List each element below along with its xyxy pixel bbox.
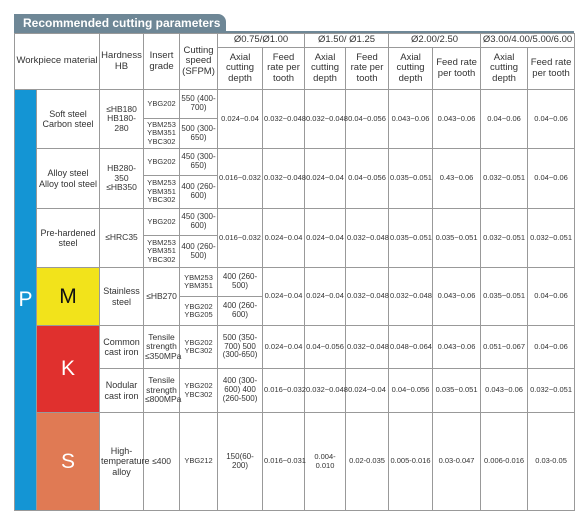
header-size-1: Ø0.75/Ø1.00 [218,34,305,48]
material-cell: Stainless steel [100,268,144,326]
header-feed-4: Feed rate per tooth [528,48,575,90]
grade-cell: YBG202 YBC302 [180,369,218,413]
material-cell: High-temperature alloy [100,413,144,511]
grade-cell: YBM253 YBM351 YBC302 [144,176,180,209]
value-cell: 0.024~0.04 [218,90,263,149]
hardness-cell: Tensile strength ≤800MPa [144,369,180,413]
value-cell: 0.032~0.048 [305,90,346,149]
table-row [15,326,575,369]
value-cell: 0.03-0.05 [528,413,575,511]
speed-cell: 500 (300-650) [180,119,218,149]
value-cell: 0.004-0.010 [305,413,346,511]
value-cell: 0.032~0.048 [389,268,433,326]
value-cell: 0.016~0.031 [263,413,305,511]
value-cell: 0.024~0.04 [305,268,346,326]
material-cell: Soft steel Carbon steel [37,90,100,149]
value-cell: 0.043~0.06 [433,326,481,369]
header-size-2: Ø1.50/ Ø1.25 [305,34,389,48]
table-row [15,149,575,176]
value-cell: 0.04~0.056 [389,369,433,413]
material-cell: Alloy steel Alloy tool steel [37,149,100,209]
value-cell: 0.016~0.032 [263,369,305,413]
value-cell: 0.43~0.06 [433,149,481,209]
speed-cell: 450 (300-650) [180,149,218,176]
value-cell: 0.032~0.048 [346,268,389,326]
table-row [15,209,575,236]
value-cell: 0.032~0.048 [346,326,389,369]
group-M-label: M [37,268,100,326]
material-cell: Common cast iron [100,326,144,369]
cutting-parameters-table [14,33,575,511]
value-cell: 0.024~0.04 [263,209,305,268]
table-row [15,413,575,511]
value-cell: 0.032~0.051 [481,209,528,268]
grade-cell: YBM253 YBM351 YBC302 [144,236,180,268]
value-cell: 0.024~0.04 [346,369,389,413]
value-cell: 0.043~0.06 [433,268,481,326]
value-cell: 0.032~0.048 [346,209,389,268]
value-cell: 0.04~0.056 [346,90,389,149]
speed-cell: 400 (300-600) 400 (260-500) [218,369,263,413]
value-cell: 0.035~0.051 [389,209,433,268]
value-cell: 0.03-0.047 [433,413,481,511]
header-axial-1: Axial cutting depth [218,48,263,90]
group-K-label: K [37,326,100,413]
value-cell: 0.006-0.016 [481,413,528,511]
hardness-cell: ≤HRC35 [100,209,144,268]
speed-cell: 550 (400-700) [180,90,218,119]
grade-cell: YBG202 [144,209,180,236]
header-axial-2: Axial cutting depth [305,48,346,90]
value-cell: 0.035~0.051 [389,149,433,209]
hardness-cell: Tensile strength ≤350MPa [144,326,180,369]
grade-cell: YBG202 YBG205 [180,297,218,326]
grade-cell: YBG202 [144,149,180,176]
value-cell: 0.048~0.064 [389,326,433,369]
speed-cell: 400 (260-600) [218,297,263,326]
value-cell: 0.051~0.067 [481,326,528,369]
value-cell: 0.032~0.048 [263,90,305,149]
value-cell: 0.04~0.06 [528,149,575,209]
hardness-cell: ≤400 [144,413,180,511]
value-cell: 0.032~0.051 [481,149,528,209]
hardness-cell: HB280-350 ≤HB350 [100,149,144,209]
value-cell: 0.043~0.06 [481,369,528,413]
header-speed: Cutting speed (SFPM) [180,34,218,90]
grade-cell: YBM253 YBM351 YBC302 [144,119,180,149]
header-axial-4: Axial cutting depth [481,48,528,90]
value-cell: 0.043~0.06 [433,90,481,149]
material-cell: Nodular cast iron [100,369,144,413]
value-cell: 0.04~0.056 [346,149,389,209]
header-size-4: Ø3.00/4.00/5.00/6.00 [481,34,575,48]
header-feed-1: Feed rate per tooth [263,48,305,90]
value-cell: 0.04~0.056 [305,326,346,369]
value-cell: 0.04~0.06 [528,90,575,149]
group-P-label: P [15,90,37,511]
value-cell: 0.005-0.016 [389,413,433,511]
speed-cell: 450 (300-600) [180,209,218,236]
value-cell: 0.035~0.051 [433,369,481,413]
section-title: Recommended cutting parameters [14,14,226,32]
speed-cell: 500 (350-700) 500 (300-650) [218,326,263,369]
grade-cell: YBG212 [180,413,218,511]
group-S-label: S [37,413,100,511]
header-size-3: Ø2.00/2.50 [389,34,481,48]
speed-cell: 400 (260-600) [180,176,218,209]
material-cell: Pre-hardened steel [37,209,100,268]
header-feed-3: Feed rate per tooth [433,48,481,90]
grade-cell: YBG202 YBC302 [180,326,218,369]
header-row-sizes [15,34,575,48]
value-cell: 0.02-0.035 [346,413,389,511]
header-hardness: Hardness HB [100,34,144,90]
header-axial-3: Axial cutting depth [389,48,433,90]
speed-cell: 150(60-200) [218,413,263,511]
value-cell: 0.032~0.051 [528,369,575,413]
header-insert: Insert grade [144,34,180,90]
value-cell: 0.032~0.051 [528,209,575,268]
value-cell: 0.024~0.04 [263,326,305,369]
value-cell: 0.035~0.051 [433,209,481,268]
table-row [15,268,575,297]
header-feed-2: Feed rate per tooth [346,48,389,90]
hardness-cell: ≤HB270 [144,268,180,326]
header-workpiece: Workpiece material [15,34,100,90]
value-cell: 0.043~0.06 [389,90,433,149]
value-cell: 0.024~0.04 [305,209,346,268]
table-row [15,90,575,119]
speed-cell: 400 (260-500) [180,236,218,268]
grade-cell: YBM253 YBM351 [180,268,218,297]
value-cell: 0.016~0.032 [218,149,263,209]
hardness-cell: ≤HB180 HB180-280 [100,90,144,149]
value-cell: 0.04~0.06 [528,268,575,326]
speed-cell: 400 (260-500) [218,268,263,297]
value-cell: 0.032~0.048 [263,149,305,209]
value-cell: 0.024~0.04 [305,149,346,209]
value-cell: 0.035~0.051 [481,268,528,326]
value-cell: 0.032~0.048 [305,369,346,413]
value-cell: 0.04~0.06 [481,90,528,149]
value-cell: 0.016~0.032 [218,209,263,268]
value-cell: 0.024~0.04 [263,268,305,326]
grade-cell: YBG202 [144,90,180,119]
value-cell: 0.04~0.06 [528,326,575,369]
